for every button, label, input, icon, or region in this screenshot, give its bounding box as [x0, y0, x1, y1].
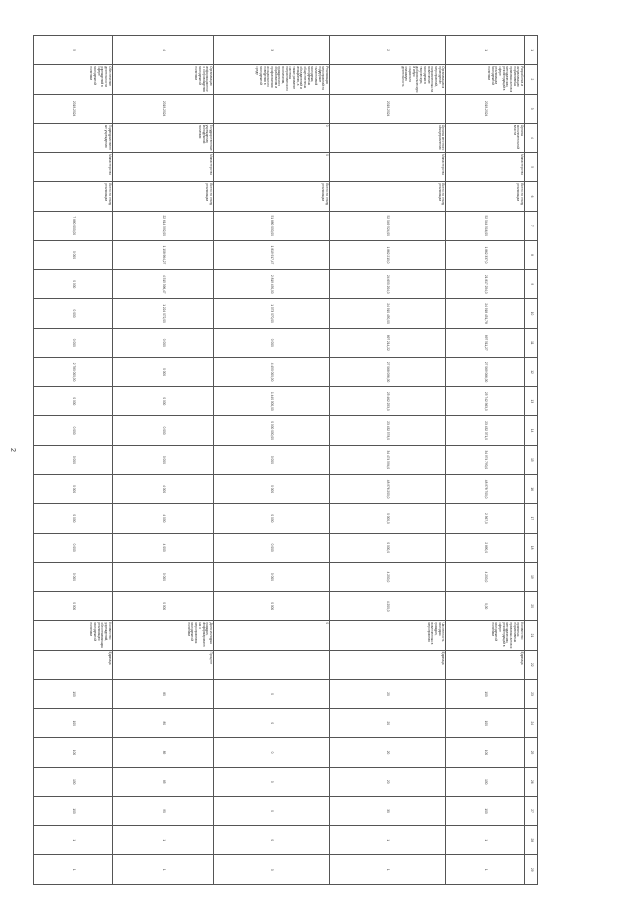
table-cell: 7 880 000,00 — [34, 211, 113, 240]
table-cell: 0 000 — [112, 357, 213, 386]
table-cell: 0 — [213, 153, 329, 182]
table-cell: 100 — [446, 738, 525, 767]
table-cell: 3 — [213, 36, 329, 65]
data-table — [33, 35, 538, 885]
rotated-table-wrapper — [33, 35, 538, 885]
table-cell: 0 000 — [213, 445, 329, 474]
column-header: 15 — [525, 445, 538, 474]
table-cell: 0 000 — [34, 474, 113, 503]
table-cell: 0 000 — [112, 387, 213, 416]
table-cell: Всего по этапу реализации — [112, 182, 213, 211]
page-number: 2 — [9, 448, 16, 452]
table-cell: 2019-2024 — [446, 94, 525, 123]
table-cell: 1 — [330, 826, 446, 855]
table-cell: 100 — [446, 796, 525, 825]
table-cell: Всего по этапу реализации — [34, 182, 113, 211]
table-cell: 24 918 451,78 — [446, 299, 525, 328]
table-cell: 0 000 — [213, 533, 329, 562]
table-cell: 0 — [213, 738, 329, 767]
column-header: 22 — [525, 650, 538, 679]
column-header: 23 — [525, 679, 538, 708]
table-cell: 24 910 450,00 — [330, 299, 446, 328]
column-header: 10 — [525, 299, 538, 328]
table-cell: 897 511,27 — [446, 328, 525, 357]
table-cell: 4 515 396,47 — [112, 270, 213, 299]
column-header: 6 — [525, 182, 538, 211]
table-row — [213, 36, 329, 885]
table-cell: 1 — [34, 826, 113, 855]
table-cell: Обеспечение деятельности учреждений в сфере молодежной политики — [34, 65, 113, 94]
column-header: 1 — [525, 36, 538, 65]
column-header: 3 — [525, 94, 538, 123]
column-header: 29 — [525, 855, 538, 885]
table-cell: 0 000 — [34, 299, 113, 328]
table-cell: 21 817 254,0 — [446, 270, 525, 299]
table-cell: 0 000 — [34, 387, 113, 416]
table-cell: 4 000 — [112, 474, 213, 503]
table-cell: Процент — [112, 650, 213, 679]
table-cell: 27 069 066,00 — [446, 357, 525, 386]
column-header: 28 — [525, 826, 538, 855]
table-cell: Численность молодых граждан, вовлеченных в мероприятия — [330, 621, 446, 650]
column-header: 13 — [525, 387, 538, 416]
table-cell: 0 — [213, 621, 329, 650]
table-cell: Единица — [330, 650, 446, 679]
table-cell: 30 — [330, 796, 446, 825]
table-cell: Министерство — [330, 153, 446, 182]
table-cell: Министерство — [34, 153, 113, 182]
table-cell: 0 000 — [34, 328, 113, 357]
table-row — [112, 36, 213, 885]
table-cell: 1 862 337,0 — [446, 240, 525, 269]
header-row — [525, 36, 538, 885]
table-cell: 0 — [213, 709, 329, 738]
column-header: 19 — [525, 562, 538, 591]
table-cell — [213, 650, 329, 679]
table-cell: 0 — [213, 123, 329, 152]
table-cell: 0 000 — [213, 504, 329, 533]
table-cell: 1 — [330, 855, 446, 885]
table-cell: 100 — [34, 679, 113, 708]
column-header: 17 — [525, 504, 538, 533]
table-cell: 1 073 070,00 — [213, 299, 329, 328]
table-cell: Органы местного самоуправления — [330, 123, 446, 152]
column-header: 27 — [525, 796, 538, 825]
table-cell: 23 432 578,0 — [330, 416, 446, 445]
column-header: 26 — [525, 767, 538, 796]
table-cell: 100 — [446, 679, 525, 708]
column-header: 5 — [525, 153, 538, 182]
column-header: 18 — [525, 533, 538, 562]
table-cell: 51 880 000,00 — [213, 211, 329, 240]
table-cell: 34 474 594,0 — [330, 445, 446, 474]
table-cell: 2 567,0 — [446, 504, 525, 533]
table-cell: Всего по этапу реализации — [330, 182, 446, 211]
table-cell: 0 000 000,00 — [213, 416, 329, 445]
table-cell: 1 — [112, 826, 213, 855]
table-cell: 52 044 516,00 — [446, 211, 525, 240]
table-row — [330, 36, 446, 885]
table-cell: 0 000 — [34, 416, 113, 445]
table-cell: 2 — [330, 36, 446, 65]
table-cell: 85 — [112, 738, 213, 767]
table-cell: 100 — [34, 767, 113, 796]
table-cell: 20 — [330, 709, 446, 738]
table-cell — [213, 94, 329, 123]
table-cell: 897 214,22 — [330, 328, 446, 357]
table-cell: 0 000,0 — [330, 533, 446, 562]
table-cell: 4 450 000,00 — [213, 357, 329, 386]
column-header: 21 — [525, 621, 538, 650]
table-cell: 27 068 096,00 — [330, 357, 446, 386]
table-cell: Государственные учреждения молодежной политики — [112, 123, 213, 152]
table-cell: 1 108 964,27 — [112, 240, 213, 269]
table-cell: 100 — [446, 709, 525, 738]
table-cell: 0 — [213, 679, 329, 708]
table-cell: 1 — [446, 855, 525, 885]
table-cell: 0 000 — [213, 562, 329, 591]
table-cell: 2 780 000,00 — [34, 357, 113, 386]
column-header: 9 — [525, 270, 538, 299]
table-cell: 5 — [34, 36, 113, 65]
table-cell: 4 200,0 — [330, 562, 446, 591]
column-header: 8 — [525, 240, 538, 269]
table-cell: 48 978 700,0 — [446, 474, 525, 503]
table-cell: 1 — [34, 855, 113, 885]
table-cell: 0 000 — [112, 445, 213, 474]
table-cell: 34 974 790,0 — [446, 445, 525, 474]
table-cell: 100 — [446, 767, 525, 796]
table-cell: 0 000 — [213, 474, 329, 503]
table-cell: 2 819 450,00 — [213, 270, 329, 299]
column-header: 16 — [525, 474, 538, 503]
table-cell: 1 — [112, 855, 213, 885]
table-cell: 0 — [213, 855, 329, 885]
table-cell: 20 — [330, 767, 446, 796]
table-cell: Организация и проведение мероприятий, направленных на вовлечение молодежи в творческую, добровольческую и иную социально значимую деятельность — [330, 65, 446, 94]
table-cell: 48 976 200,0 — [330, 474, 446, 503]
table-cell: 80 — [112, 679, 213, 708]
table-cell: 1 862 210,0 — [330, 240, 446, 269]
table-cell: 0 000 — [34, 240, 113, 269]
table-cell: Министерство — [112, 153, 213, 182]
table-row — [446, 36, 525, 885]
table-cell: 0,00 — [446, 592, 525, 621]
table-cell: 0 000 — [34, 504, 113, 533]
table-cell: 100 — [34, 709, 113, 738]
table-row — [34, 36, 113, 885]
column-header: 24 — [525, 709, 538, 738]
table-cell: Министерство — [446, 153, 525, 182]
table-cell: Единица — [34, 650, 113, 679]
column-header: 12 — [525, 357, 538, 386]
table-cell: 1 440 000,00 — [213, 387, 329, 416]
column-header: 14 — [525, 416, 538, 445]
table-cell: Организация информационного сопровождения молодежной политики — [112, 65, 213, 94]
table-cell: 0 — [213, 796, 329, 825]
table-cell: 1 — [446, 826, 525, 855]
table-cell: 0 000 — [213, 328, 329, 357]
table-cell: 4 — [112, 36, 213, 65]
table-cell: 0 000 — [34, 533, 113, 562]
table-cell: 23 432 371,0 — [446, 416, 525, 445]
table-cell: 0 000 — [112, 562, 213, 591]
table-cell: 0 000 — [213, 592, 329, 621]
table-cell: 2 890,0 — [446, 533, 525, 562]
table-cell: 1 819 917,47 — [213, 240, 329, 269]
table-cell: Реализация мероприятий по поддержке талантливой молодежи, молодежных общественных объединений и инициатив, а также развитие системы патриотического воспитания, гражданского образования и профилактики асоциального поведения в молодежной среде — [213, 65, 329, 94]
column-header: 4 — [525, 123, 538, 152]
table-cell: 2019-2024 — [330, 94, 446, 123]
column-header: 25 — [525, 738, 538, 767]
table-cell: Количество принятых нормативных правовых актов и методических рекомендаций в сфере молодежной политики — [446, 621, 525, 650]
table-cell: 4 200,0 — [330, 592, 446, 621]
table-cell: 24 650 204,0 — [330, 270, 446, 299]
table-cell: Количество учреждений, обеспечивающих реализацию молодежной политики — [34, 621, 113, 650]
table-cell: 0 000 — [112, 328, 213, 357]
table-cell: 0 000 — [34, 270, 113, 299]
table-cell: 4 200,0 — [446, 562, 525, 591]
table-cell: 1 224 072,00 — [112, 299, 213, 328]
table-cell: 2019-2024 — [112, 94, 213, 123]
table-cell: 20 — [330, 679, 446, 708]
table-cell: 0 000 — [34, 562, 113, 591]
table-cell: 0 000 — [34, 592, 113, 621]
table-cell: 100 — [34, 738, 113, 767]
table-body — [34, 36, 525, 885]
table-cell: 0 000 — [34, 445, 113, 474]
column-header: 20 — [525, 592, 538, 621]
table-cell: Всего по этапу реализации — [446, 182, 525, 211]
table-cell: Доля молодых граждан, информированных о мероприятиях молодежной политики — [112, 621, 213, 650]
table-cell: 4 000 — [112, 533, 213, 562]
table-cell: 4 000 — [112, 504, 213, 533]
table-cell: 0 000 — [112, 592, 213, 621]
table-cell: 52 049 524,00 — [330, 211, 446, 240]
table-cell: 100 — [34, 796, 113, 825]
table-cell: 25 462 253,0 — [330, 387, 446, 416]
table-cell: Разработка и актуализация нормативных правовых актов и методических рекомендаций в сфере реализации молодежной политики — [446, 65, 525, 94]
table-cell: 1 — [446, 36, 525, 65]
table-cell: 22 614 592,00 — [112, 211, 213, 240]
table-cell: Единица — [446, 650, 525, 679]
column-header: 2 — [525, 65, 538, 94]
table-cell: Подведомственные учреждения — [34, 123, 113, 152]
table-cell: 0 000 — [112, 416, 213, 445]
table-cell: 0 — [213, 826, 329, 855]
table-cell: 0 000,0 — [330, 504, 446, 533]
table-cell: 80 — [112, 709, 213, 738]
table-cell: 25 742 563,0 — [446, 387, 525, 416]
table-cell: 0 — [213, 767, 329, 796]
table-cell: 20 — [330, 738, 446, 767]
column-header: 7 — [525, 211, 538, 240]
table-cell: Всего по этапу реализации — [213, 182, 329, 211]
table-cell: Органы исполнительной власти — [446, 123, 525, 152]
table-cell: 90 — [112, 796, 213, 825]
column-header: 11 — [525, 328, 538, 357]
table-cell: 2019-2024 — [34, 94, 113, 123]
table-cell: 85 — [112, 767, 213, 796]
